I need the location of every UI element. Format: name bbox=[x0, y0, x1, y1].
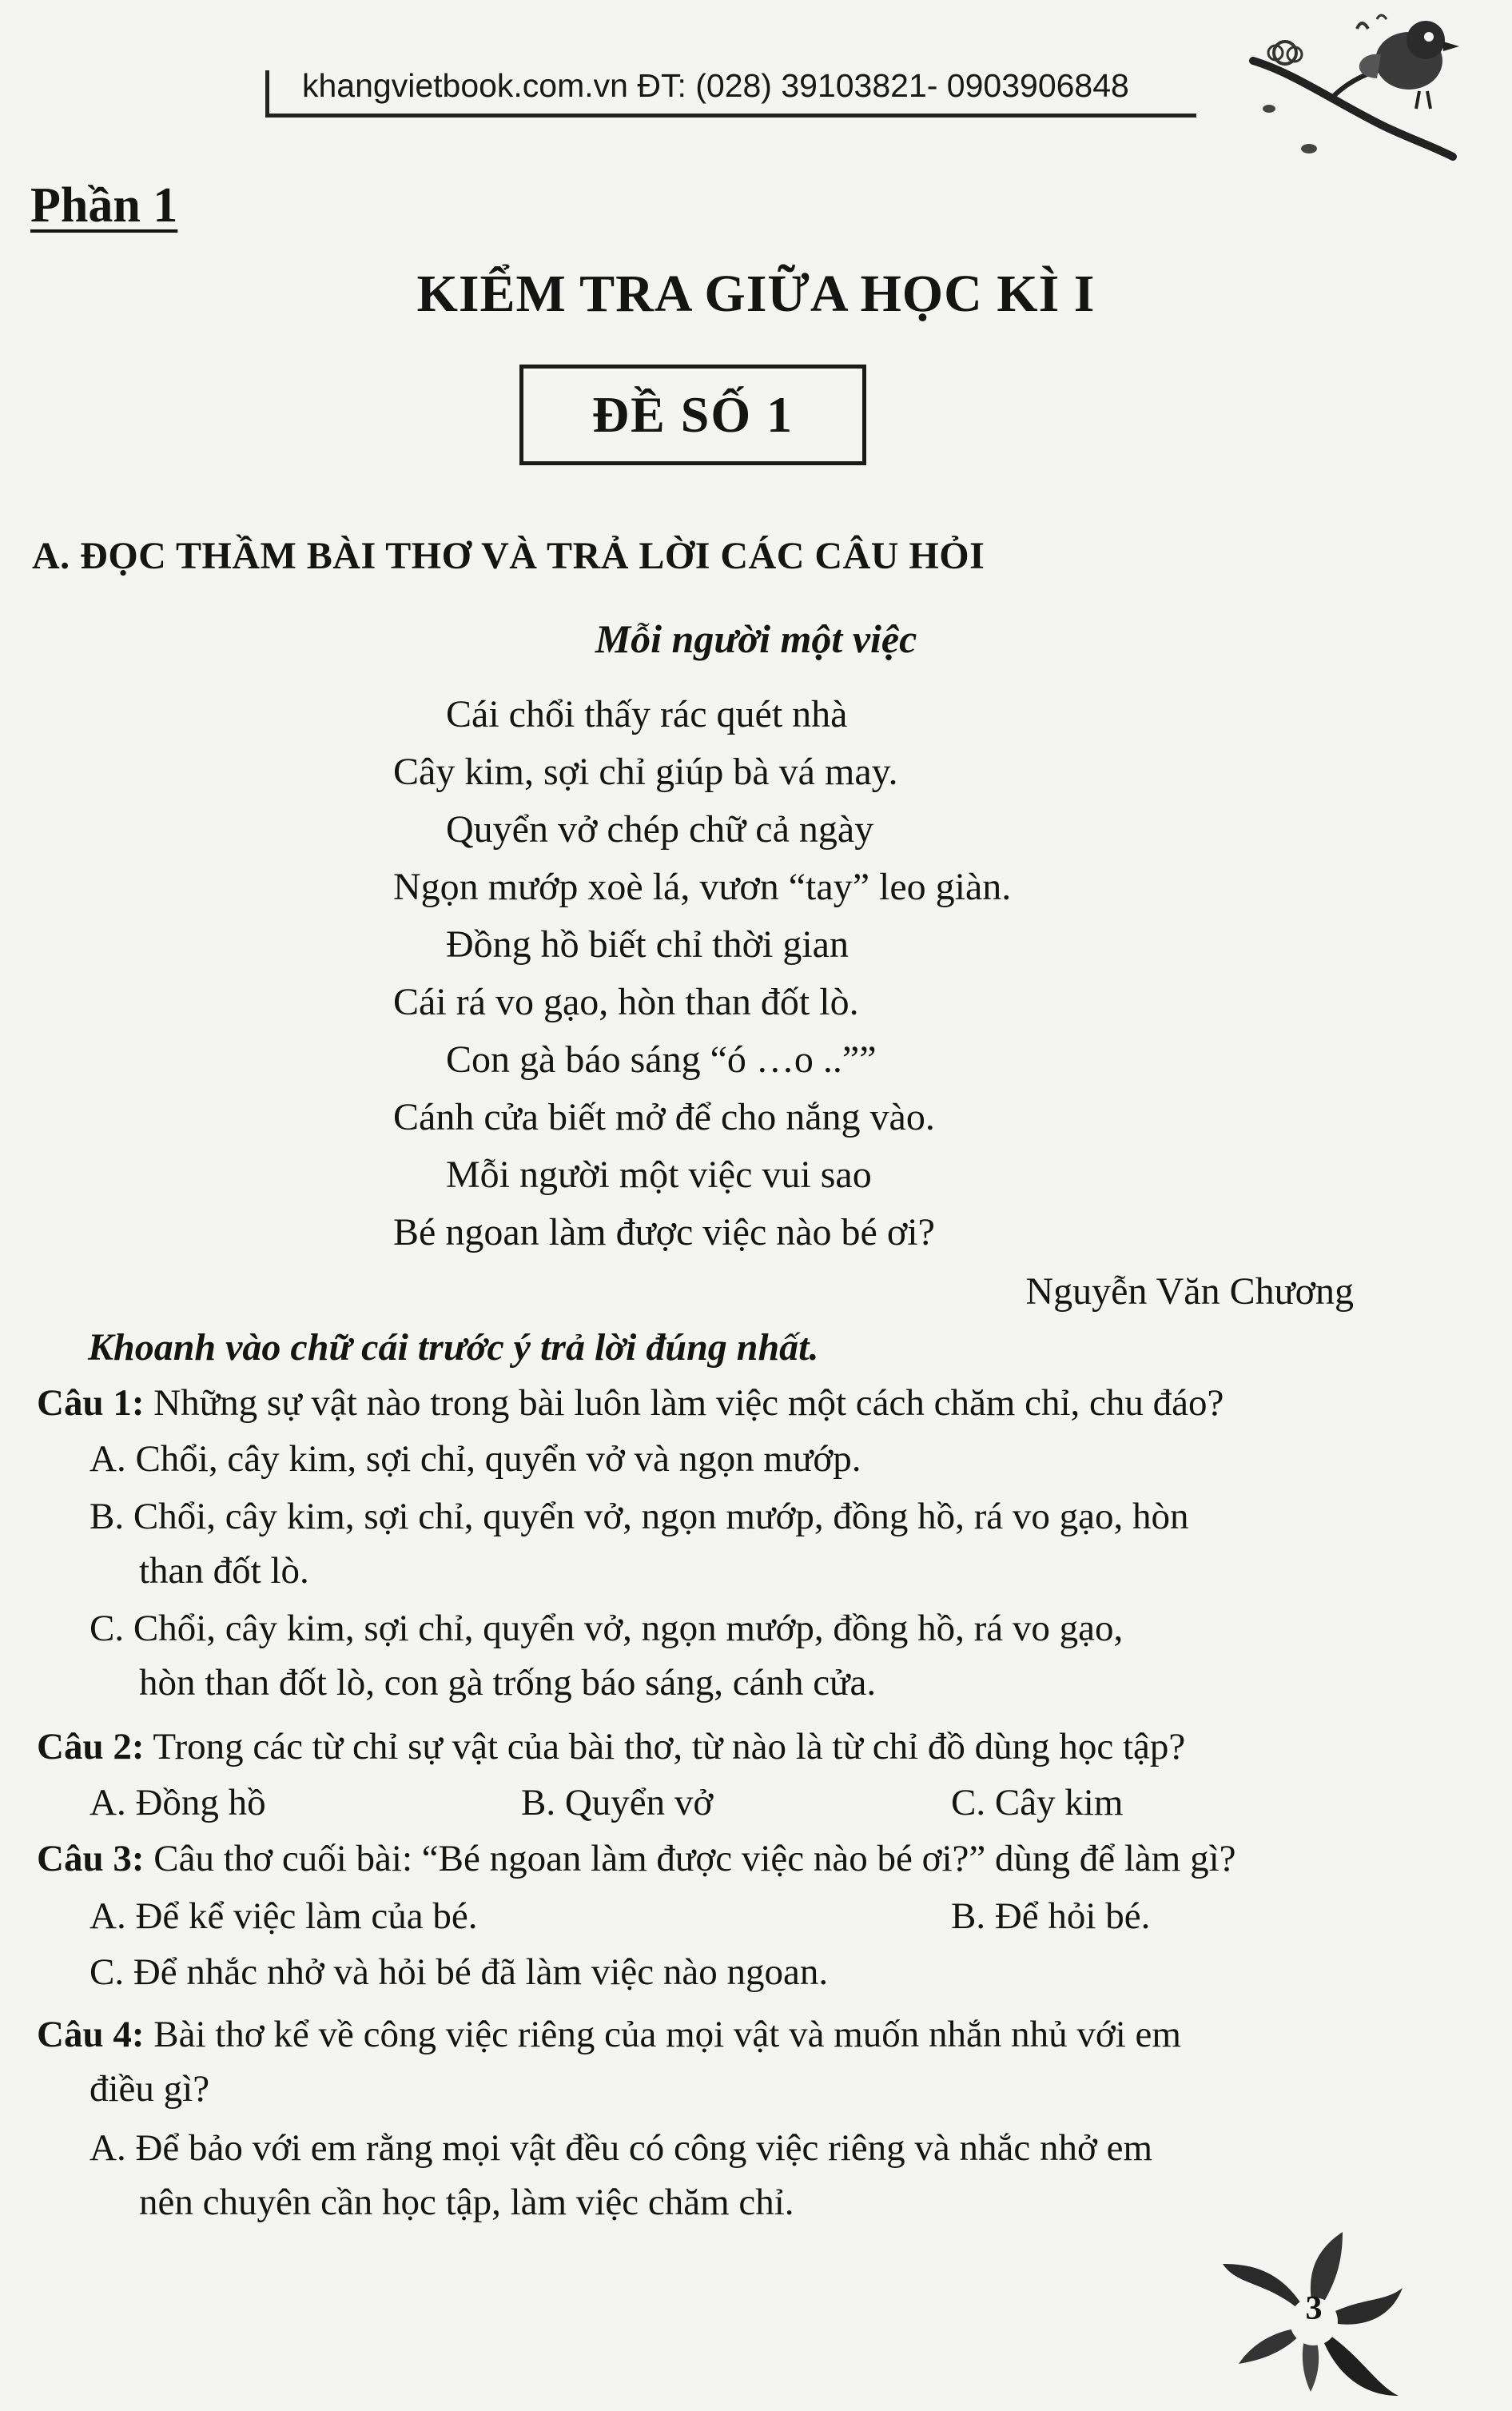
poem-line: Cánh cửa biết mở để cho nắng vào. bbox=[393, 1096, 935, 1138]
poem-line: Bé ngoan làm được việc nào bé ơi? bbox=[393, 1211, 935, 1253]
question-label: Câu 3: bbox=[37, 1838, 145, 1879]
option-4a: A. Để bảo với em rằng mọi vật đều có công việc riêng và nhắc nhở em bbox=[90, 2127, 1153, 2169]
part-title: Phần 1 bbox=[30, 178, 178, 233]
question-4 bbox=[37, 2013, 1181, 2056]
question-label: Câu 4: bbox=[37, 2014, 145, 2055]
page-number-decoration bbox=[1223, 2232, 1407, 2400]
question-text: Câu thơ cuối bài: “Bé ngoan làm được việc nào bé ơi?” dùng để làm gì? bbox=[144, 1838, 1236, 1879]
question-text: Những sự vật nào trong bài luôn làm việc một cách chăm chỉ, chu đáo? bbox=[144, 1382, 1224, 1424]
page-number: 3 bbox=[1305, 2290, 1323, 2327]
section-a-heading: A. ĐỌC THẦM BÀI THƠ VÀ TRẢ LỜI CÁC CÂU HỎI bbox=[32, 535, 985, 577]
option-1b-cont: than đốt lò. bbox=[139, 1550, 309, 1592]
question-label: Câu 2: bbox=[37, 1726, 145, 1767]
poem-line: Quyển vở chép chữ cả ngày bbox=[446, 808, 874, 851]
option-2c: C. Cây kim bbox=[951, 1782, 1124, 1823]
question-label: Câu 1: bbox=[37, 1382, 145, 1424]
option-3c: C. Để nhắc nhở và hỏi bé đã làm việc nào ngoan. bbox=[90, 1951, 829, 1993]
poem-line: Con gà báo sáng “ó …o ..”” bbox=[446, 1038, 877, 1081]
option-1c-cont: hòn than đốt lò, con gà trống báo sáng, cánh cửa. bbox=[139, 1662, 877, 1704]
question-3 bbox=[37, 1837, 1236, 1880]
option-2b: B. Quyển vở bbox=[521, 1782, 714, 1823]
option-3b: B. Để hỏi bé. bbox=[951, 1895, 1151, 1937]
exam-title: KIỂM TRA GIỮA HỌC KÌ I bbox=[416, 265, 1096, 323]
poem-title: Mỗi người một việc bbox=[595, 616, 917, 661]
poem-line: Ngọn mướp xoè lá, vươn “tay” leo giàn. bbox=[393, 866, 1012, 908]
poem-line: Đồng hồ biết chỉ thời gian bbox=[446, 923, 849, 966]
poem-line: Cái chổi thấy rác quét nhà bbox=[446, 693, 848, 735]
question-2 bbox=[37, 1725, 1185, 1768]
option-2a: A. Đồng hồ bbox=[90, 1782, 266, 1823]
header-website-phone: khangvietbook.com.vn ĐT: (028) 39103821- 0903906848 bbox=[302, 67, 1129, 104]
option-1a: A. Chổi, cây kim, sợi chỉ, quyển vở và ngọn mướp. bbox=[90, 1438, 861, 1480]
poem-line: Cây kim, sợi chỉ giúp bà vá may. bbox=[393, 751, 898, 793]
poem-line: Cái rá vo gạo, hòn than đốt lò. bbox=[393, 981, 859, 1023]
page-header bbox=[265, 56, 1208, 128]
option-3a: A. Để kể việc làm của bé. bbox=[90, 1895, 478, 1937]
bird-branch-icon bbox=[1237, 5, 1461, 165]
question-text: Trong các từ chỉ sự vật của bài thơ, từ nào là từ chỉ đồ dùng học tập? bbox=[144, 1726, 1186, 1767]
exam-number-box: ĐỀ SỐ 1 bbox=[519, 365, 866, 465]
option-4a-cont: nên chuyên cần học tập, làm việc chăm chỉ. bbox=[139, 2182, 794, 2223]
instruction-text: Khoanh vào chữ cái trước ý trả lời đúng nhất. bbox=[88, 1326, 819, 1369]
option-1b: B. Chổi, cây kim, sợi chỉ, quyển vở, ngọn mướp, đồng hồ, rá vo gạo, hòn bbox=[90, 1496, 1189, 1537]
question-1 bbox=[37, 1381, 1224, 1425]
question-4-cont: điều gì? bbox=[90, 2068, 210, 2110]
poem-line: Mỗi người một việc vui sao bbox=[446, 1154, 872, 1196]
option-1c: C. Chổi, cây kim, sợi chỉ, quyển vở, ngọn mướp, đồng hồ, rá vo gạo, bbox=[90, 1608, 1124, 1649]
question-text: Bài thơ kể về công việc riêng của mọi vật và muốn nhắn nhủ với em bbox=[144, 2014, 1181, 2055]
poem-author: Nguyễn Văn Chương bbox=[1025, 1270, 1354, 1313]
